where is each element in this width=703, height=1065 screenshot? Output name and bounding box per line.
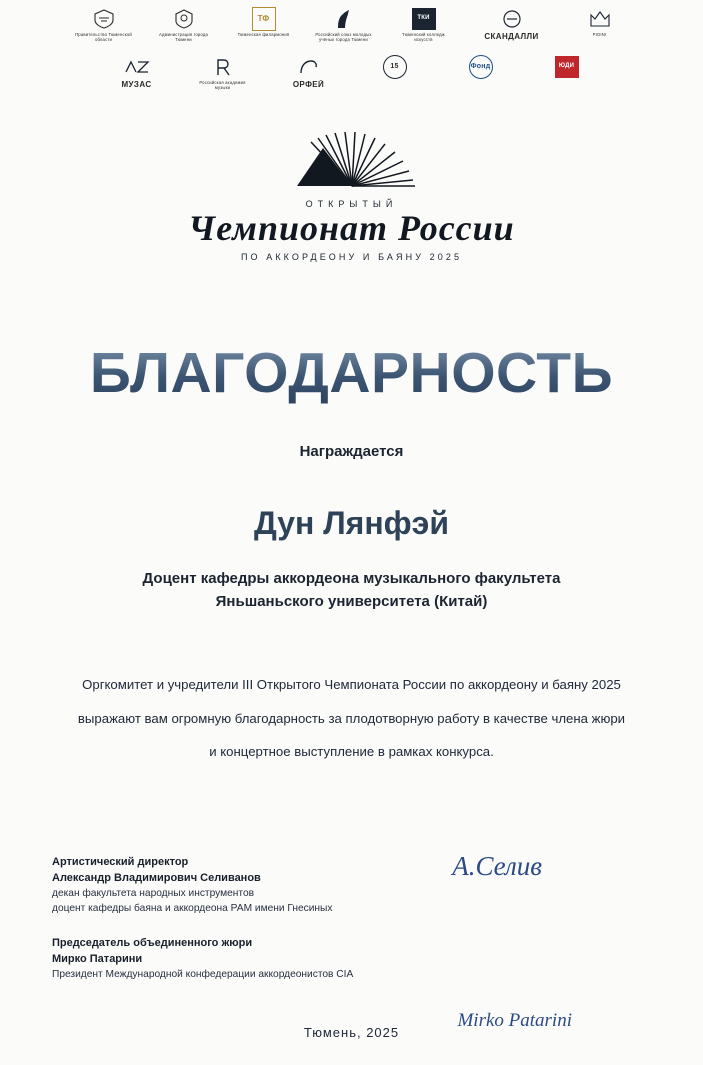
recipient-role [0,568,703,613]
logo-caption: PIGINI [592,32,607,37]
badge-text: 15 [383,55,407,79]
badge-text: ТКИ [412,8,436,30]
logo-young-scientists-union [313,8,375,50]
signature-block-jury-chairman [52,936,652,1032]
logo-scandalli [473,8,551,50]
sunburst-icon [277,128,427,195]
logo-caption: Тюменская филармония [237,32,290,37]
emblem-open-label: ОТКРЫТЫЙ [305,199,398,209]
logo-fund [450,56,512,98]
page-title: БЛАГОДАРНОСТЬ [0,340,703,406]
place-and-date: Тюмень, 2025 [303,1025,400,1040]
recipient-role-line-1: Доцент кафедры аккордеона музыкального факультета [142,570,561,587]
signatory-title: Артистический директор [52,856,189,868]
badge-text: ЮДИ [555,56,579,78]
logo-caption: Российский союз молодых учёных города Тюмени [315,32,372,43]
sponsor-logos [0,8,703,98]
emblem-sub-label: ПО АККОРДЕОНУ И БАЯНУ 2025 [240,251,463,262]
badge-text: Фонд [469,55,493,79]
blue-badge-icon [468,56,494,78]
coat-of-arms-icon [91,8,117,30]
signatory-name: Мирко Патарини [52,953,143,966]
championship-emblem [0,128,703,262]
circle-badge-icon [382,56,408,78]
muzas-mark-icon [124,56,150,78]
horse-emblem-icon [331,8,357,30]
body-line-2: выражают вам огромную благодарность за плодотворную работу в качестве члена жюри [77,710,626,726]
signature-autograph: Mirko Patarini [457,1010,572,1032]
red-badge-icon [554,56,580,78]
signatory-title: Председатель объединенного жюри [52,937,253,950]
logo-yudi [536,56,598,98]
recipient-role-line-2: Яньшаньского университета (Китай) [215,592,488,610]
logo-radio-15 [364,56,426,98]
awarded-label: Награждается [299,443,404,460]
logo-caption: СКАНДАЛЛИ [484,32,539,41]
scandalli-mark-icon [499,8,525,30]
body-line-3: и концертное выступление в рамках конкурса. [209,744,494,760]
logo-caption: МУЗАС [121,80,152,89]
city-emblem-icon [171,8,197,30]
logo-government-tyumen-region [73,8,135,50]
orfey-mark-icon [296,56,322,78]
sponsor-logo-row-2 [0,56,703,98]
logo-orfey [278,56,340,98]
badge-text: ТФ [252,7,276,31]
r-letter-icon [210,56,236,78]
signature-section [52,851,652,1032]
logo-city-administration [153,8,215,50]
dark-badge-icon [411,8,437,30]
signatory-name: Александр Владимирович Селиванов [52,871,261,884]
logo-caption: Правительство Тюменской области [75,32,132,43]
signature-block-artistic-director [52,851,652,916]
recipient-name: Дун Лянфэй [254,505,449,541]
logo-caption: Тюменский колледж искусств [402,32,445,43]
body-text [0,668,703,769]
logo-caption: Российская академия музыки [199,80,246,91]
logo-caption: ОРФЕЙ [292,80,325,89]
body-line-1: Оргкомитет и учредители III Открытого Чемпионата России по аккордеону и баяну 2025 [82,677,621,692]
logo-college-of-arts [393,8,455,50]
logo-academy-of-music [192,56,254,98]
signatory-desc-line-2: доцент кафедры баяна и аккордеона РАМ имени Гнесиных [52,902,333,914]
signature-autograph: А.Селив [452,851,542,881]
logo-caption: Администрация города Тюмени [158,32,209,43]
emblem-main-label: Чемпионат России [188,208,515,248]
logo-pigini [569,8,631,50]
crown-badge-icon [587,8,613,30]
logo-muzas [106,56,168,98]
logo-philharmonic [233,8,295,50]
gold-badge-icon [251,8,277,30]
signatory-desc-line-1: декан факультета народных инструментов [52,887,255,899]
signatory-desc-line-1: Президент Международной конфедерации аккордеонистов CIA [52,969,354,981]
sponsor-logo-row-1 [0,8,703,50]
